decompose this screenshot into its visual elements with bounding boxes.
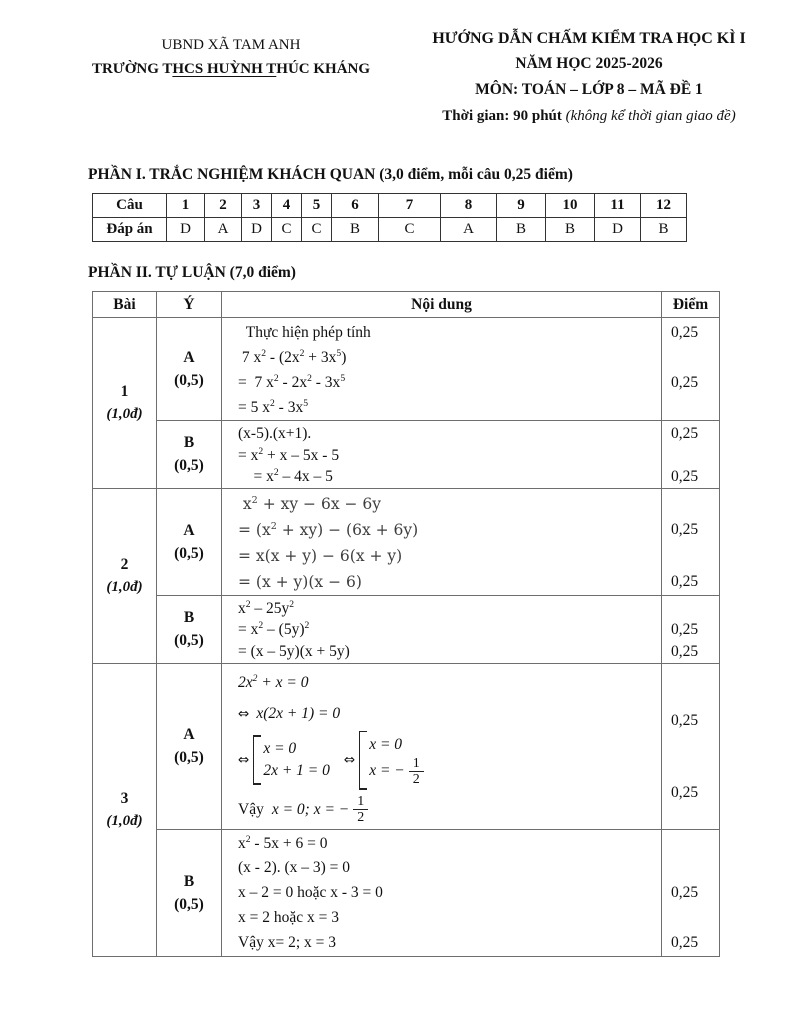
doc-title-block — [400, 26, 778, 129]
equation-text: $2x^2 + x = 0$ — [238, 672, 309, 691]
solution-line: = (x – 5y)(x + 5y) — [238, 642, 350, 660]
part2a-cell — [157, 488, 222, 595]
solution-line: = $x^2 - (5y)^2$ — [238, 620, 310, 639]
solution-line: = (x + y)(x − 6) — [238, 572, 362, 591]
question-number: 9 — [497, 194, 546, 218]
answer-key-table — [92, 193, 687, 242]
fraction-denominator: 2 — [412, 771, 420, 787]
score3b-lines — [671, 832, 719, 956]
solution2b-lines — [238, 598, 657, 663]
conclusion-text: x = 0; x = − — [271, 800, 350, 818]
part1b-label: B — [183, 434, 195, 452]
fraction-denominator: 2 — [357, 810, 365, 826]
school-year: NĂM HỌC 2025-2026 — [515, 55, 663, 72]
score-value — [671, 598, 719, 620]
answer-cell: D — [595, 218, 641, 242]
equation-line — [238, 698, 657, 730]
score-value: 0,25 — [671, 520, 699, 538]
solution3b-content — [222, 829, 662, 956]
conclusion-line — [238, 791, 657, 829]
question-number: 11 — [595, 194, 641, 218]
case-option: x = 0 — [369, 735, 403, 753]
solution-line: $x^2$ + xy − 6x − 6y — [238, 494, 382, 513]
solution-line: = $x^2 + x - 5x - 5$ — [238, 445, 340, 464]
case-analysis-line — [238, 730, 657, 791]
solution1b-content — [222, 421, 662, 489]
score-value — [671, 395, 719, 420]
part3b-cell — [157, 829, 222, 956]
problem3-points: (1,0đ) — [106, 812, 143, 829]
solution-table-header — [93, 292, 720, 318]
score-value: 0,25 — [671, 324, 699, 341]
score1b-cell — [662, 421, 720, 489]
answer-cell: B — [546, 218, 595, 242]
row-bai1a — [93, 318, 720, 421]
solution2b-content — [222, 595, 662, 663]
question-number: 7 — [379, 194, 441, 218]
solution-line: x = 2 hoặc x = 3 — [238, 908, 339, 926]
document-body — [88, 166, 722, 957]
score2a-cell — [662, 488, 720, 595]
question-number: 5 — [302, 194, 332, 218]
part1a-cell — [157, 318, 222, 421]
equivalence-arrow-icon: ⇔ — [238, 752, 250, 769]
question-number: 2 — [205, 194, 242, 218]
score3a-cell — [662, 663, 720, 829]
header-noidung: Nội dung — [222, 292, 662, 318]
solution-line: = $(x^2 + xy) - (6x + 6y)$ — [238, 520, 419, 539]
answer-row-label: Đáp án — [93, 218, 167, 242]
score-value — [671, 906, 719, 931]
part3a-label: A — [183, 726, 195, 744]
solution-line: Thực hiện phép tính — [238, 324, 371, 341]
score-value — [671, 856, 719, 881]
answer-cell: D — [167, 218, 205, 242]
fraction-numerator: 1 — [353, 794, 368, 810]
time-note: (không kể thời gian giao đề) — [565, 108, 736, 124]
question-number: 10 — [546, 194, 595, 218]
score2a-lines — [671, 491, 719, 595]
solution1b-lines — [238, 423, 657, 488]
row-bai2a — [93, 488, 720, 595]
question-row-label: Câu — [93, 194, 167, 218]
solution-line: $x^2 - 5x + 6 = 0$ — [238, 833, 328, 852]
answer-cell: C — [272, 218, 302, 242]
score2b-cell — [662, 595, 720, 663]
fraction-numerator: 1 — [409, 756, 424, 772]
score-value: 0,25 — [671, 642, 699, 660]
solution-line: (x-5).(x+1). — [238, 425, 312, 442]
part1b-points: (0,5) — [174, 457, 204, 475]
problem2-number: 2 — [120, 555, 129, 573]
document-header — [0, 0, 792, 129]
case-bracket-right — [359, 731, 424, 790]
solution3b-lines — [238, 832, 657, 956]
part2b-points: (0,5) — [174, 632, 204, 650]
equivalence-arrow-icon: ⇔ — [343, 752, 356, 769]
header-diem: Điểm — [662, 292, 720, 318]
part2b-label: B — [183, 609, 195, 627]
answer-cell: C — [302, 218, 332, 242]
solution-line: = 5 $x^2 - 3x^5$ — [238, 397, 309, 416]
case-option: 2x + 1 = 0 — [263, 762, 330, 780]
part2a-label: A — [183, 521, 195, 539]
score-value — [671, 445, 719, 467]
part3b-points: (0,5) — [174, 895, 204, 913]
problem2-points: (1,0đ) — [106, 578, 143, 595]
time-duration: Thời gian: 90 phút — [442, 108, 566, 124]
answer-row — [93, 218, 687, 242]
part1a-label: A — [183, 349, 195, 366]
score-value: 0,25 — [671, 783, 699, 801]
question-number: 3 — [242, 194, 272, 218]
row-bai1b — [93, 421, 720, 489]
answer-cell: B — [497, 218, 546, 242]
answer-cell: B — [332, 218, 379, 242]
score-value — [671, 345, 719, 370]
case-option — [369, 756, 424, 787]
question-number: 6 — [332, 194, 379, 218]
part2-title: PHẦN II. TỰ LUẬN (7,0 điểm) — [88, 264, 296, 281]
part1b-cell — [157, 421, 222, 489]
equation-line — [238, 666, 657, 698]
score-value — [671, 491, 719, 517]
answer-cell: C — [379, 218, 441, 242]
solution3a-content — [222, 663, 662, 829]
solution-line: = $x^2 - 4x - 5$ — [238, 467, 333, 486]
part1-title: PHẦN I. TRẮC NGHIỆM KHÁCH QUAN (3,0 điểm, mỗi câu 0,25 điểm) — [88, 166, 573, 183]
solution1a-lines — [238, 320, 657, 420]
problem1-number: 1 — [120, 382, 129, 400]
problem1-points: (1,0đ) — [106, 405, 143, 422]
problem3-number: 3 — [120, 789, 129, 807]
problem1-number-cell — [93, 318, 157, 489]
problem2-number-cell — [93, 488, 157, 663]
question-number: 8 — [441, 194, 497, 218]
answer-cell: A — [205, 218, 242, 242]
problem3-number-cell — [93, 663, 157, 956]
score-value: 0,25 — [671, 711, 699, 729]
header-bai: Bài — [93, 292, 157, 318]
row-bai2b — [93, 595, 720, 663]
answer-cell: D — [242, 218, 272, 242]
solution-line: (x - 2). (x – 3) = 0 — [238, 859, 351, 877]
time-line — [400, 103, 778, 129]
question-number: 12 — [641, 194, 687, 218]
solution-table — [92, 291, 720, 957]
score-value: 0,25 — [671, 468, 699, 486]
score-value: 0,25 — [671, 572, 699, 590]
score2b-lines — [671, 598, 719, 663]
score-value — [671, 832, 719, 857]
solution2a-content — [222, 488, 662, 595]
score-value: 0,25 — [671, 621, 699, 639]
score-value: 0,25 — [671, 933, 699, 951]
solution-line: x – 2 = 0 hoặc x - 3 = 0 — [238, 884, 383, 902]
fraction — [353, 794, 368, 825]
question-row — [93, 194, 687, 218]
doc-title: HƯỚNG DẪN CHẤM KIỂM TRA HỌC KÌ I — [432, 30, 746, 47]
answer-cell: B — [641, 218, 687, 242]
question-number: 4 — [272, 194, 302, 218]
score-value — [671, 543, 719, 569]
answer-cell: A — [441, 218, 497, 242]
equivalence-arrow-icon: ⇔ — [238, 705, 250, 722]
solution-line: 7 $x^2 - (2x^2 + 3x^5)$ — [238, 347, 347, 366]
solution1a-content — [222, 318, 662, 421]
school-name-underlined: HCS HUỲNH T — [172, 61, 277, 77]
score1b-lines — [671, 423, 719, 488]
solution-line: = 7 $x^2 - 2x^2 - 3x^5$ — [238, 372, 346, 391]
conclusion-label: Vậy — [238, 800, 264, 818]
org-name: UBND XÃ TAM ANH — [161, 37, 301, 53]
row-bai3a — [93, 663, 720, 829]
school-name-suffix: HÚC KHÁNG — [276, 61, 371, 77]
case-bracket-left — [253, 735, 330, 785]
row-bai3b — [93, 829, 720, 956]
solution2a-lines — [238, 491, 657, 595]
part1a-points: (0,5) — [174, 372, 204, 389]
issuing-org-block — [62, 26, 400, 129]
part2a-points: (0,5) — [174, 544, 204, 562]
school-name — [62, 57, 400, 81]
solution-line: $x^2 - 25y^2$ — [238, 598, 295, 617]
case-option: x = 0 — [263, 740, 297, 758]
question-number: 1 — [167, 194, 205, 218]
subject-line: MÔN: TOÁN – LỚP 8 – MÃ ĐỀ 1 — [475, 81, 703, 98]
school-name-prefix: TRƯỜNG T — [91, 61, 173, 77]
header-y: Ý — [157, 292, 222, 318]
score-value: 0,25 — [671, 374, 699, 391]
score-value: 0,25 — [671, 425, 699, 442]
part3a-points: (0,5) — [174, 749, 204, 767]
score3b-cell — [662, 829, 720, 956]
part3b-label: B — [183, 872, 195, 890]
fraction — [409, 756, 424, 787]
score1a-lines — [671, 320, 719, 420]
score1a-cell — [662, 318, 720, 421]
solution-line: Vậy x= 2; x = 3 — [238, 933, 336, 951]
case-option-prefix: x = − — [369, 762, 405, 780]
equation-text: x(2x + 1) = 0 — [256, 704, 341, 722]
score-value: 0,25 — [671, 884, 699, 902]
part3a-cell — [157, 663, 222, 829]
part2b-cell — [157, 595, 222, 663]
solution-line: = x(x + y) − 6(x + y) — [238, 546, 403, 565]
